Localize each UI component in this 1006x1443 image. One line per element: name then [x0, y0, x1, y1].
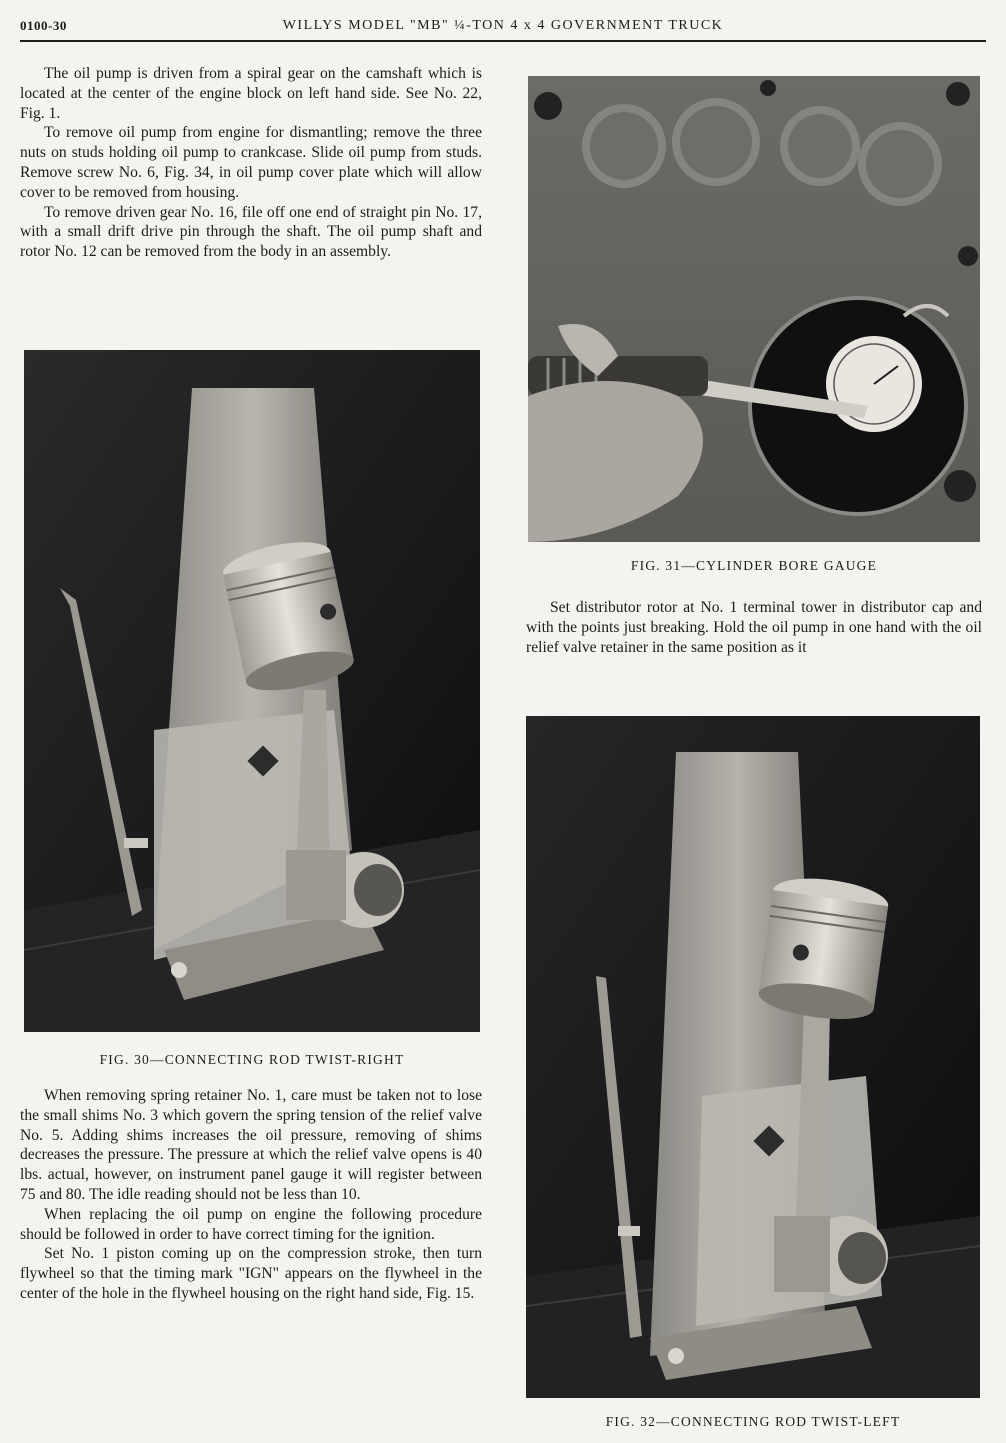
left-column-bottom-text — [20, 1086, 482, 1304]
figure-30-photo — [24, 350, 480, 1032]
connecting-rod-twist-right-image — [24, 350, 480, 1032]
paragraph: When replacing the oil pump on engine the following procedure should be followed in order to have correct timing for the ignition. — [20, 1205, 482, 1243]
paragraph: The oil pump is driven from a spiral gear on the camshaft which is located at the center of the engine block on left hand side. See No. 22, Fig. 1. — [20, 65, 482, 122]
page-number: 0100-30 — [20, 18, 67, 33]
paragraph: When removing spring retainer No. 1, care must be taken not to lose the small shims No. 3 which govern the spring tension of the relief valve No. 5. Adding shims increases the oil pressure, removing of shims decreases the pressure. The pressure at which the relief valve opens is 40 lbs. actual, however, on instrument panel gauge it will register between 75 and 80. The idle reading should not be less than 10. — [20, 1087, 482, 1203]
connecting-rod-twist-left-image — [526, 716, 980, 1398]
paragraph: To remove oil pump from engine for dismantling; remove the three nuts on studs holding oil pump to crankcase. Slide oil pump from studs. Remove screw No. 6, Fig. 34, in oil pump cover plate which will allow cover to be removed from housing. — [20, 124, 482, 201]
paragraph: Set distributor rotor at No. 1 terminal tower in distributor cap and with the points just breaking. Hold the oil pump in one hand with the oil relief valve retainer in the same position as it — [526, 599, 982, 656]
running-title: WILLYS MODEL "MB" ¼-TON 4 x 4 GOVERNMENT TRUCK — [282, 18, 724, 33]
paragraph: To remove driven gear No. 16, file off one end of straight pin No. 17, with a small drift drive pin through the shaft. The oil pump shaft and rotor No. 12 can be removed from the body in an assembly. — [20, 203, 482, 261]
figure-31-photo — [528, 76, 980, 542]
figure-30-caption: FIG. 30—CONNECTING ROD TWIST-RIGHT — [99, 1052, 405, 1067]
cylinder-bore-gauge-image — [528, 76, 980, 542]
paragraph: Set No. 1 piston coming up on the compression stroke, then turn flywheel so that the timing mark "IGN" appears on the flywheel in the center of the hole in the flywheel housing on the right hand side, Fig. 15. — [20, 1245, 482, 1302]
left-column-top-text — [20, 64, 482, 262]
figure-31-caption: FIG. 31—CYLINDER BORE GAUGE — [630, 558, 878, 573]
right-column-text — [526, 598, 982, 657]
figure-32-photo — [526, 716, 980, 1398]
page-header — [20, 14, 986, 42]
figure-32-caption: FIG. 32—CONNECTING ROD TWIST-LEFT — [605, 1414, 901, 1429]
